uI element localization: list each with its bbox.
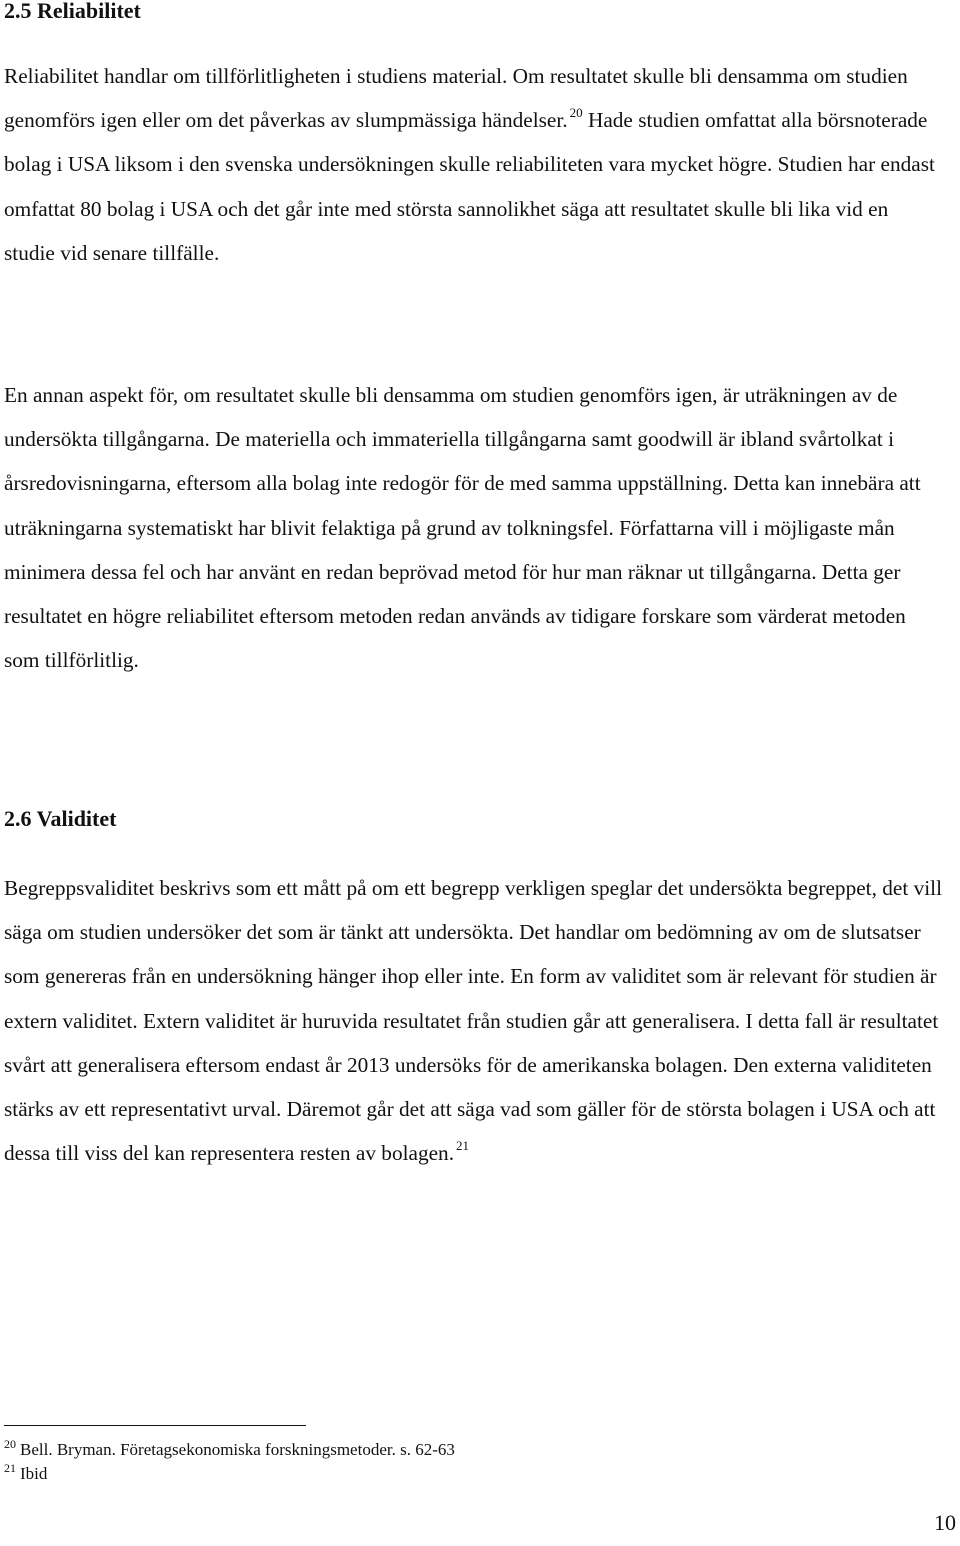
footnote-reference-21: 21 bbox=[456, 1137, 470, 1153]
footnote-21 bbox=[4, 1460, 48, 1484]
section-heading-validitet: 2.6 Validitet bbox=[4, 806, 117, 831]
footnote-divider bbox=[4, 1425, 306, 1426]
footnote-reference-20: 20 bbox=[569, 104, 583, 120]
footnote-number: 20 bbox=[4, 1436, 16, 1451]
page-number: 10 bbox=[934, 1510, 956, 1535]
paragraph-text: Hade studien omfattat alla börsnoterade bolag i USA liksom i den svenska undersökningen skulle reliabiliteten vara mycket högre. Studien har endast omfattat 80 bolag i USA och det går inte med största sannolikhet säga att resultatet skulle bli lika vid en studie vid senare tillfälle. bbox=[4, 108, 935, 265]
paragraph-text: Reliabilitet handlar om tillförlitligheten i studiens material. Om resultatet skulle bli densamma om studien genomförs igen eller om det påverkas av slumpmässiga händelser. bbox=[4, 64, 908, 133]
paragraph-reliabilitet-2: En annan aspekt för, om resultatet skulle bli densamma om studien genomförs igen, är uträkningen av de undersökta tillgångarna. De materiella och immateriella tillgångarna samt goodwill är ibland svårtolkat i årsredovisningarna, eftersom alla bolag inte redogör för de med samma uppställning. Detta kan innebära att uträkningarna systematiskt har blivit felaktiga på grund av tolkningsfel. Författarna vill i möjligaste mån minimera dessa fel och har använt en redan beprövad metod för hur man räknar ut tillgångarna. Detta ger resultatet en högre reliabilitet eftersom metoden redan används av tidigare forskare som värderat metoden som tillförlitlig. bbox=[4, 383, 921, 673]
section-heading-reliabilitet: 2.5 Reliabilitet bbox=[4, 0, 141, 23]
footnote-20 bbox=[4, 1436, 455, 1460]
paragraph-validitet-1 bbox=[4, 866, 944, 1175]
paragraph-text: Begreppsvaliditet beskrivs som ett mått på om ett begrepp verkligen speglar det undersökta begreppet, det vill säga om studien undersöker det som är tänkt att undersökta. Det handlar om bedömning av om de slutsatser som genereras från en undersökning hänger ihop eller inte. En form av validitet som är relevant för studien är extern validitet. Extern validitet är huruvida resultatet från studien går att generalisera. I detta fall är resultatet svårt att generalisera eftersom endast år 2013 undersöks för de amerikanska bolagen. Den externa validiteten stärks av ett representativt urval. Däremot går det att säga vad som gäller för de största bolagen i USA och att dessa till viss del kan representera resten av bolagen. bbox=[4, 876, 942, 1166]
footnote-text: Bell. Bryman. Företagsekonomiska forskningsmetoder. s. 62-63 bbox=[20, 1440, 455, 1459]
footnote-text: Ibid bbox=[20, 1464, 48, 1483]
paragraph-reliabilitet-1 bbox=[4, 54, 944, 275]
footnote-number: 21 bbox=[4, 1460, 16, 1475]
